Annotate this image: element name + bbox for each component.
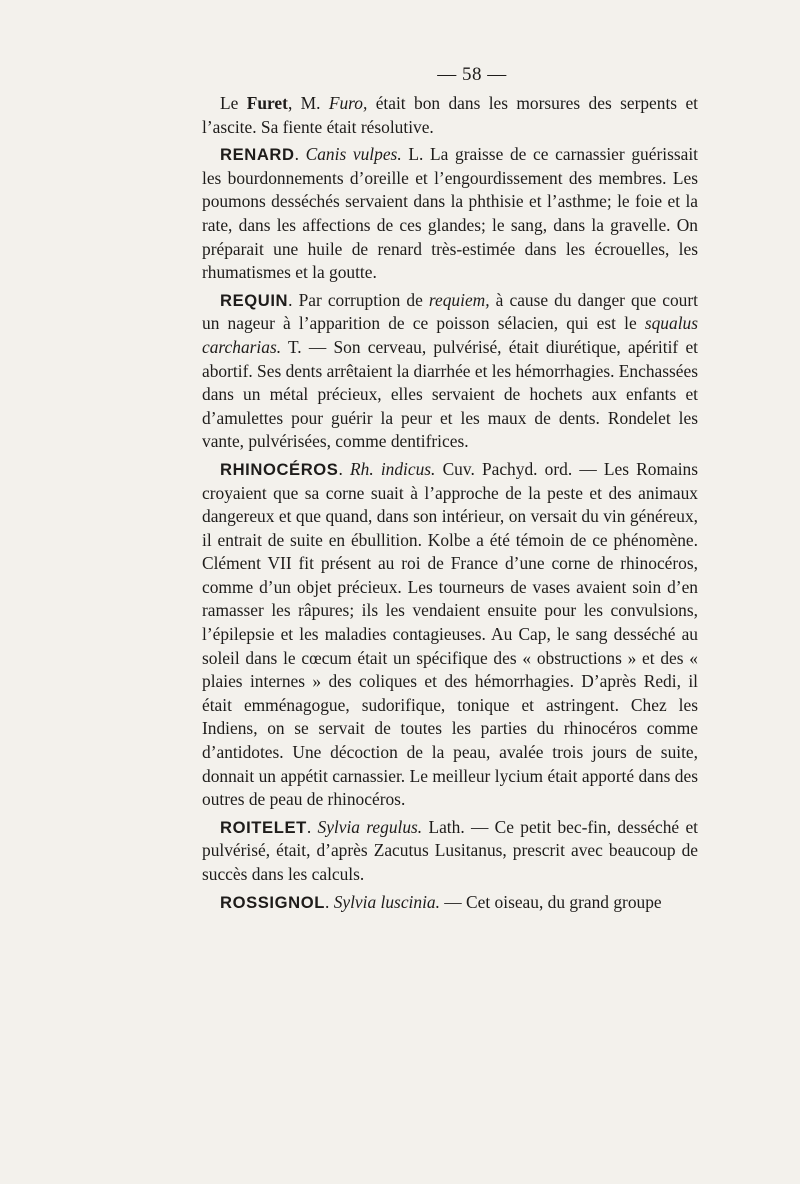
entry-separator: .: [338, 458, 350, 479]
entry-headword: REQUIN: [220, 290, 289, 310]
entry-text: Cuv. Pachyd. ord. — Les Romains croyaient que sa corne suait à l’approche de la peste et des animaux dangereux et que quand, dans son intérieur, on versait du vin généreux, il entrait de suite en ébullition. Kolbe a été témoin de ce phénomène. Clément VII fit présent au roi de France d’une corne de rhinocéros, comme d’un objet précieux. Les tourneurs de vases avaient soin d’en ramasser les râpures; ils les vendaient ensuite pour les convulsions, l’épilepsie et les maladies contagieuses. Au Cap, le sang desséché au soleil dans le cœcum était un spécifique des « obstructions » et des « plaies internes » des coliques et des hémorrhagies. D’après Redi, il était emménagogue, sudorifique, tonique et astringent. Chez les Indiens, on se servait de toutes les parties du rhinocéros comme d’antidotes. Une décoction de la peau, avalée trois jours de suite, donnait un appétit carnassier. Le meilleur lycium était apporté dans des outres de peau de rhinocéros.: [202, 458, 698, 810]
entry-separator: , M.: [287, 93, 329, 113]
entry-latin-name: Rh. indicus.: [350, 458, 436, 479]
entry-lead: Le: [220, 93, 247, 113]
entry-text: était bon dans les morsures des serpents et l’ascite. Sa fiente était résolutive.: [202, 93, 698, 137]
entry-text: T. — Son cerveau, pulvérisé, était diurétique, apéritif et abortif. Ses dents arrêtaient la diarrhée et les hémorrhagies. Enchassées dans un métal précieux, elles servaient de hochets aux enfants et d’amulettes pour guérir la peur et les maux de dents. Rondelet les vante, pulvérisées, comme dentifrices.: [202, 336, 698, 452]
entry-text: — Cet oiseau, du grand groupe: [439, 891, 662, 912]
entry-latin-name: Canis vulpes.: [305, 144, 402, 165]
entry-separator: .: [306, 816, 318, 837]
entry-rhinoceros: [202, 458, 698, 812]
entry-text: . Par corruption de: [288, 289, 429, 310]
entry-text: L. La graisse de ce carnassier guérissait les bourdonnements d’oreille et l’engourdissement des membres. Les poumons desséchés servaient dans la phthisie et l’asthme; le foie et la rate, dans les affections de ces glandes; le sang, dans la gravelle. On préparait une huile de renard très-estimée dans les écrouelles, les rhumatismes et la goutte.: [202, 144, 699, 283]
entry-latin-name: Furo,: [328, 93, 368, 113]
entry-headword: RENARD: [220, 145, 295, 165]
entry-text: à cause du danger que court un nageur à l’apparition de ce poisson sélacien, qui est le: [202, 289, 698, 334]
entry-headword: Furet: [246, 93, 288, 113]
entry-renard: [202, 143, 698, 285]
entry-latin-name: Sylvia luscinia.: [333, 891, 440, 912]
entry-requin: [202, 289, 698, 454]
entry-latin-term: requiem,: [428, 289, 490, 310]
entry-text: Lath. — Ce petit bec-fin, desséché et pulvérisé, était, d’après Zacutus Lusitanus, prescrit avec beaucoup de succès dans les calculs.: [202, 816, 698, 884]
entry-latin-name: Sylvia regulus.: [317, 816, 423, 837]
entry-headword: RHINOCÉROS: [220, 459, 339, 479]
entry-separator: .: [294, 144, 306, 165]
entry-rossignol: [202, 891, 698, 915]
entry-furet: [202, 92, 698, 139]
entry-separator: .: [324, 891, 334, 912]
entry-headword: ROITELET: [220, 817, 307, 837]
page-number: — 58 —: [437, 64, 507, 85]
entry-roitelet: [202, 816, 698, 887]
entry-latin-name: squalus carcharias.: [202, 313, 698, 357]
entry-headword: ROSSIGNOL: [220, 892, 325, 912]
